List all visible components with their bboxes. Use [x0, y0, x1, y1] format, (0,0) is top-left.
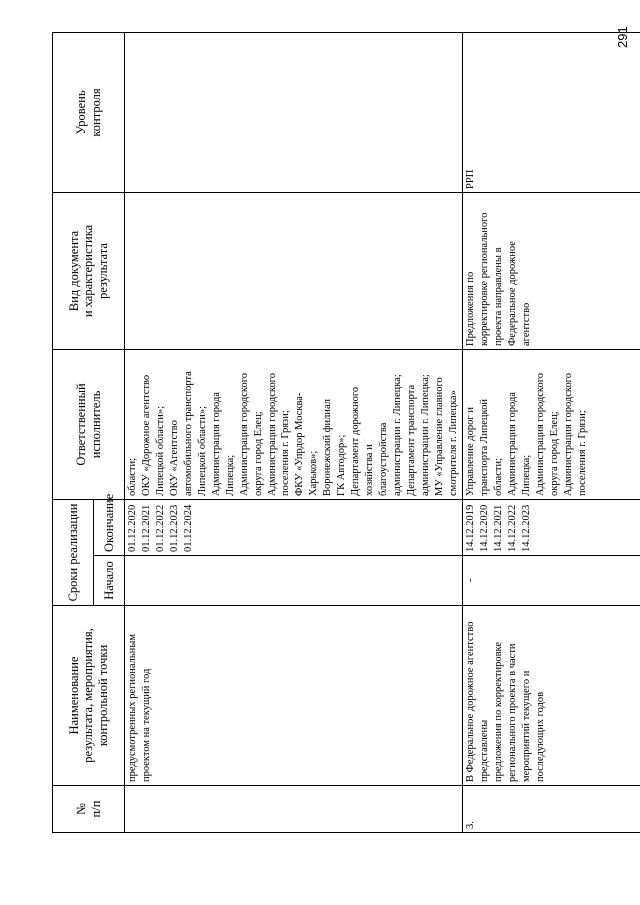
rotated-table-content [52, 33, 602, 833]
header-number: № п/п [53, 786, 125, 833]
header-start: Начало [94, 556, 125, 606]
cell-number [125, 786, 463, 833]
header-name: Наименование результата, мероприятия, контрольной точки [53, 606, 125, 786]
header-end: Окончание [94, 499, 125, 555]
page-number: 291 [615, 26, 630, 48]
table-row [462, 32, 640, 832]
cell-control-level: РРП [462, 32, 640, 192]
cell-executor: области; ОКУ «Дорожное агентство Липецкой области»; ОКУ «Агентство автомобильного транспорта Липецкой области»; Администрация города Липецка; Администрация городского округа город Елец; Администрация городского поселения г. Грязи; ФКУ «Упрдор Москва- Харьков»; Воронежский филиал ГК Автодор»; Департамент дорожного хозяйства и благоустройства администрации г. Липецка; Департамент транспорта администрации г. Липецка; МУ «Управление главного смотрителя г. Липецка» [125, 349, 463, 499]
header-executor: Ответственный исполнитель [53, 349, 125, 499]
cell-number: 3. [462, 786, 640, 833]
cell-control-level [125, 32, 463, 192]
header-control-level: Уровень контроля [53, 32, 125, 192]
table-row [125, 32, 463, 832]
header-terms: Сроки реализации [53, 499, 94, 605]
cell-end: 14.12.2019 14.12.2020 14.12.2021 14.12.2022 14.12.2023 [462, 499, 640, 555]
cell-name: В Федеральное дорожное агентство представлены предложения по корректировке регионального проекта в части мероприятий текущего и последующих годов [462, 606, 640, 786]
cell-document: Предложения по корректировке регионального проекта направлены в Федеральное дорожное агентство [462, 192, 640, 349]
cell-start [125, 556, 463, 606]
cell-start: - [462, 556, 640, 606]
cell-executor: Управление дорог и транспорта Липецкой области; Администрация города Липецка; Администрация городского округа город Елец; Администрация городского поселения г. Грязи; [462, 349, 640, 499]
header-document: Вид документа и характеристика результата [53, 192, 125, 349]
cell-name: предусмотренных региональным проектом на текущий год [125, 606, 463, 786]
cell-end: 01.12.2020 01.12.2021 01.12.2022 01.12.2023 01.12.2024 [125, 499, 463, 555]
cell-document [125, 192, 463, 349]
implementation-plan-table [52, 32, 640, 833]
rotated-table-frame [52, 33, 640, 829]
